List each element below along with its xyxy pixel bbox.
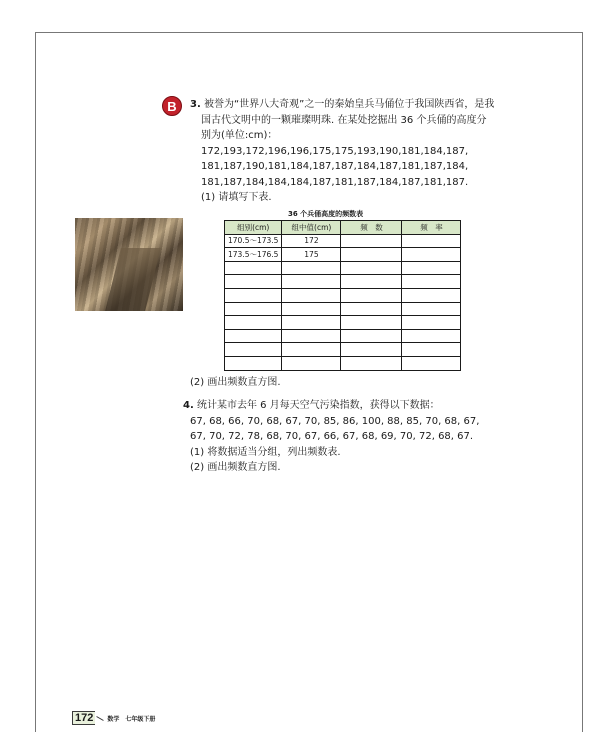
table-cell [402, 275, 461, 289]
table-cell [402, 316, 461, 330]
table-cell [282, 329, 341, 343]
exercise-4 [183, 398, 479, 476]
table-cell [341, 356, 402, 370]
table-row [225, 302, 461, 316]
table-body [225, 234, 461, 370]
header-frequency: 频 数 [341, 221, 402, 235]
table-cell [282, 356, 341, 370]
table-cell [225, 316, 282, 330]
exercise-4-intro: 4. 统计某市去年 6 月每天空气污染指数，获得以下数据： [183, 400, 440, 411]
table-cell [402, 288, 461, 302]
table-cell [341, 329, 402, 343]
table-cell [282, 343, 341, 357]
exercise-3-number: 3. [190, 99, 201, 110]
table-cell [341, 343, 402, 357]
table-cell [225, 275, 282, 289]
table-cell: 175 [282, 248, 341, 262]
table-cell [225, 261, 282, 275]
table-cell [402, 343, 461, 357]
header-midpoint: 组中值(cm) [282, 221, 341, 235]
table-cell [282, 288, 341, 302]
exercise-3 [190, 97, 510, 206]
table-cell [225, 288, 282, 302]
footer-divider [97, 716, 104, 721]
table-cell [225, 329, 282, 343]
exercise-3-data-line-2: 181,187,190,181,184,187,187,184,187,181,187,184, [201, 161, 469, 172]
table-row [225, 275, 461, 289]
exercise-4-part-1: (1) 将数据适当分组，列出频数表. [190, 446, 341, 458]
table-cell [341, 248, 402, 262]
exercise-3-intro-line-2: 国古代文明中的一颗璀璨明珠. 在某处挖掘出 36 个兵俑的高度分 [201, 114, 487, 126]
table-header-row [225, 221, 461, 235]
table-cell [341, 234, 402, 248]
table-row [225, 288, 461, 302]
book-title: 数学 七年级下册 [107, 715, 156, 723]
table-cell [225, 343, 282, 357]
table-cell [282, 261, 341, 275]
table-cell [282, 275, 341, 289]
table-cell [402, 356, 461, 370]
table-cell [341, 261, 402, 275]
exercise-3-part-1: (1) 请填写下表. [201, 192, 272, 203]
table-row [225, 329, 461, 343]
exercise-3-data-line-1: 172,193,172,196,196,175,175,193,190,181,184,187, [201, 145, 469, 157]
table-cell [282, 316, 341, 330]
table-cell [341, 316, 402, 330]
table-cell [402, 329, 461, 343]
table-cell: 172 [282, 234, 341, 248]
table-row [225, 356, 461, 370]
header-relative-frequency: 频 率 [402, 221, 461, 235]
table-cell [282, 302, 341, 316]
exercise-3-data-line-3: 181,187,184,184,184,187,181,187,184,187,181,187. [201, 176, 469, 188]
table-cell [341, 302, 402, 316]
terracotta-army-photo [75, 218, 183, 311]
table-cell [341, 275, 402, 289]
table-row [225, 248, 461, 262]
table-cell [402, 302, 461, 316]
page-footer [72, 711, 155, 725]
level-b-badge-icon: B [162, 96, 182, 116]
table-row [225, 343, 461, 357]
exercise-4-part-2: (2) 画出频数直方图. [190, 462, 281, 473]
table-cell [225, 356, 282, 370]
table-cell [402, 234, 461, 248]
page-number: 172 [72, 711, 95, 725]
exercise-4-data-line-1: 67, 68, 66, 70, 68, 67, 70, 85, 86, 100, 88, 85, 70, 68, 67, [190, 415, 480, 427]
table-row [225, 261, 461, 275]
exercise-3-intro-line-3: 别为(单位:cm)： [201, 130, 278, 141]
frequency-table [224, 220, 461, 371]
exercise-3-part-2: (2) 画出频数直方图. [190, 377, 281, 388]
table-cell [225, 302, 282, 316]
table-cell [402, 261, 461, 275]
table-caption: 36 个兵俑高度的频数表 [288, 210, 364, 218]
table-cell: 173.5～176.5 [225, 248, 282, 262]
header-group: 组别(cm) [225, 221, 282, 235]
table-row [225, 234, 461, 248]
exercise-3-intro-line-1: 3. 被誉为“世界八大奇观”之一的秦始皇兵马俑位于我国陕西省，是我 [190, 99, 495, 110]
table-cell [341, 288, 402, 302]
table-cell: 170.5～173.5 [225, 234, 282, 248]
exercise-4-data-line-2: 67, 70, 72, 78, 68, 70, 67, 66, 67, 68, 69, 70, 72, 68, 67. [190, 431, 474, 442]
table-cell [402, 248, 461, 262]
exercise-4-number: 4. [183, 400, 194, 411]
table-row [225, 316, 461, 330]
